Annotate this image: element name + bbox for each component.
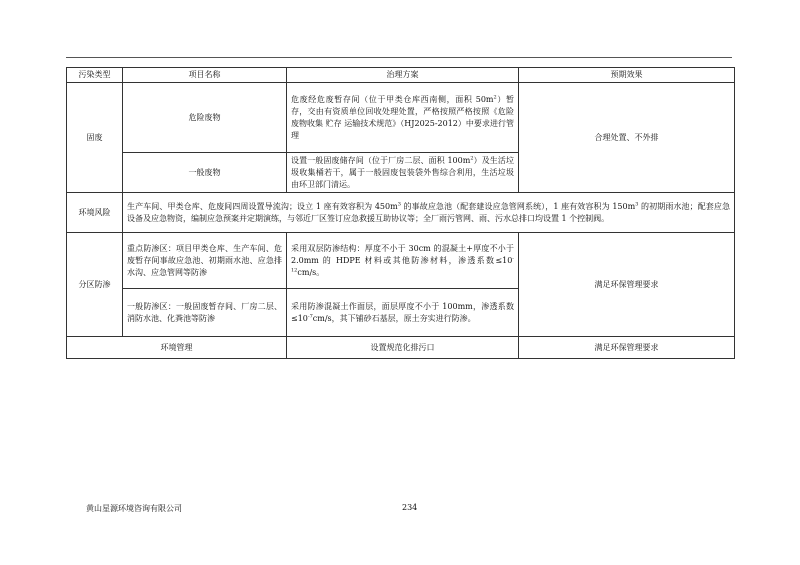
table-row-hazardous-waste [67, 83, 735, 153]
pollution-control-table [66, 67, 735, 359]
cell-hazardous-name: 危险废物 [123, 83, 287, 153]
page-number: 234 [402, 503, 418, 512]
table-row-env-risk [67, 193, 735, 233]
cell-env-mgmt-plan: 设置规范化排污口 [287, 337, 519, 359]
table-row-env-mgmt [67, 337, 735, 359]
cell-general-zone-name: 一般防渗区：一般固废暂存间、厂房二层、消防水池、化粪池等防渗 [123, 289, 287, 337]
cell-seepage-type: 分区防渗 [67, 233, 123, 337]
cell-key-zone-name: 重点防渗区：项目甲类仓库、生产车间、危废暂存间事故应急池、初期雨水池、应急排水沟、应急管网等防渗 [123, 233, 287, 289]
header-project-name: 项目名称 [123, 68, 287, 83]
cell-general-plan: 设置一般固废储存间（位于厂房二层、面积 $100m^2$）及生活垃圾收集桶若干，属于一般固废包装袋外售综合利用，生活垃圾由环卫部门清运。 [287, 153, 519, 193]
cell-general-name: 一般废物 [123, 153, 287, 193]
cell-solid-waste-effect: 合理处置、不外排 [519, 83, 735, 193]
header-pollution-type: 污染类型 [67, 68, 123, 83]
header-treatment-plan: 治理方案 [287, 68, 519, 83]
cell-env-risk-type: 环境风险 [67, 193, 123, 233]
cell-key-zone-plan: 采用双层防渗结构：厚度不小于 30cm 的混凝土+厚度不小于 2.0mm 的 HDPE 材料或其他防渗材料，渗透系数$\le 10^{-12}cm/s$。 [287, 233, 519, 289]
cell-general-zone-plan: 采用防渗混凝土作面层，面层厚度不小于 100mm，渗透系数$\le 10^{-7}cm/s$，其下铺砂石基层，原土夯实进行防渗。 [287, 289, 519, 337]
table-row-key-seepage [67, 233, 735, 289]
cell-env-risk-plan: 生产车间、甲类仓库、危废间四周设置导流沟；设立 1 座有效容积为 $450m^3$ 的事故应急池（配套建设应急管网系统），1 座有效容积为 $150m^3$ 的初期雨水池；配套应急设备及应急物资，编制应急预案并定期演练，与邻近厂区签订应急救援互助协议等；全厂雨污管网、雨、污水总排口均设置 1 个控制阀。 [123, 193, 735, 233]
cell-solid-waste-type: 固废 [67, 83, 123, 193]
cell-env-mgmt-effect: 满足环保管理要求 [519, 337, 735, 359]
header-rule [66, 57, 732, 58]
cell-hazardous-plan: 危废经危废暂存间（位于甲类仓库西南侧，面积 $50m^2$）暂存，交由有资质单位回收处理处置，严格按照严格按照《危险废物收集 贮存 运输技术规范》（HJ2025-2012）中要求进行管理 [287, 83, 519, 153]
table-header-row [67, 68, 735, 83]
footer-company: 黄山星源环境咨询有限公司 [86, 504, 182, 513]
cell-seepage-effect: 满足环保管理要求 [519, 233, 735, 337]
header-expected-effect: 预期效果 [519, 68, 735, 83]
cell-env-mgmt-type: 环境管理 [67, 337, 287, 359]
